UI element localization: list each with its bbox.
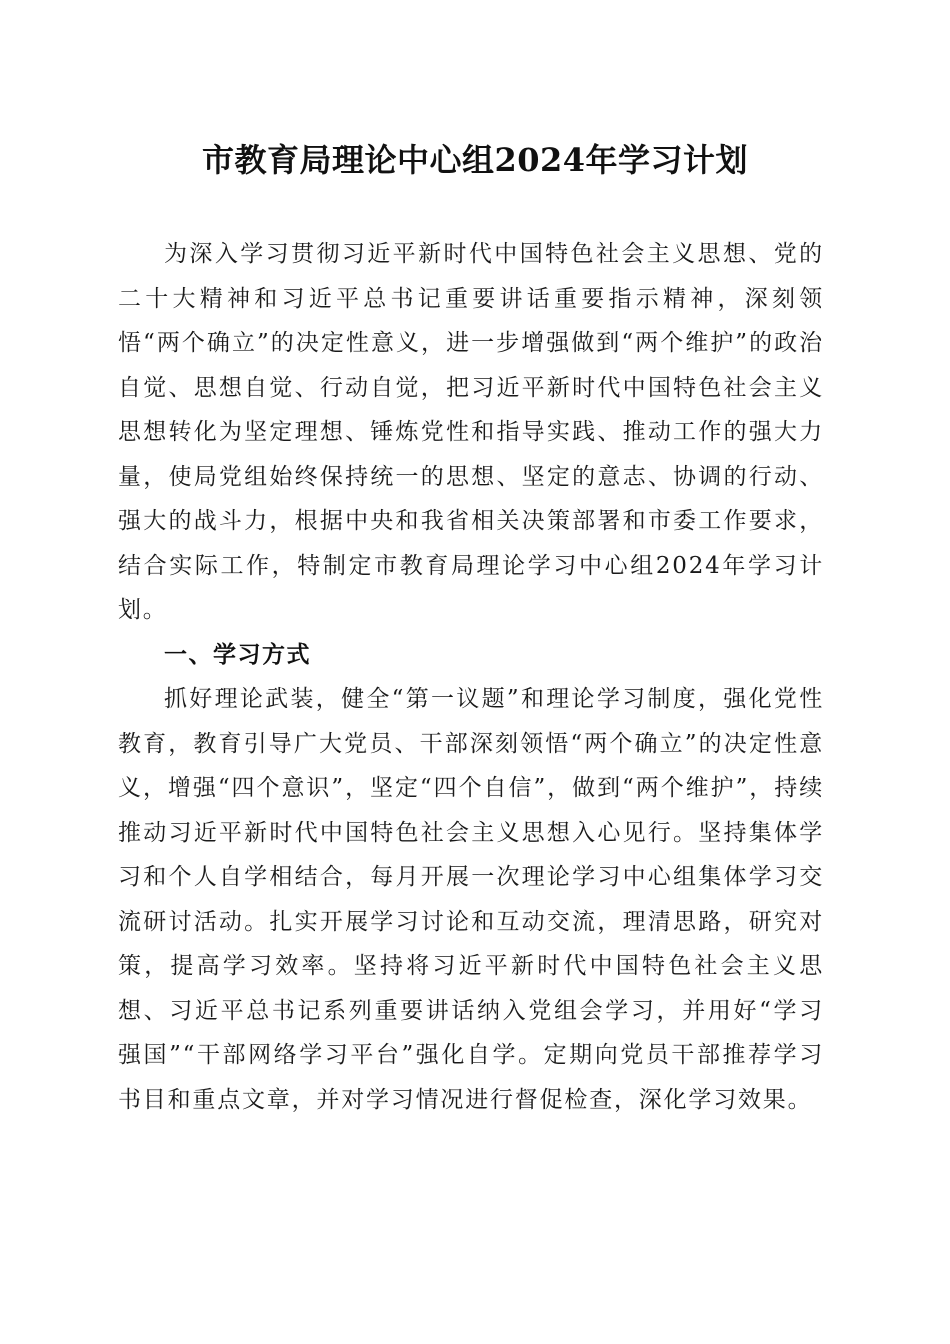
section-heading: 一、学习方式 — [164, 641, 311, 668]
document-title: 市教育局理论中心组2024年学习计划 — [201, 141, 749, 179]
document-body — [118, 232, 824, 1122]
section-paragraph: 抓好理论武装，健全“第一议题”和理论学习制度，强化党性教育，教育引导广大党员、干部深刻领悟“两个确立”的决定性意义，增强“四个意识”，坚定“四个自信”，做到“两个维护”，持续推动习近平新时代中国特色社会主义思想入心见行。坚持集体学习和个人自学相结合，每月开展一次理论学习中心组集体学习交流研讨活动。扎实开展学习讨论和互动交流，理清思路，研究对策，提高学习效率。坚持将习近平新时代中国特色社会主义思想、习近平总书记系列重要讲话纳入党组会学习，并用好“学习强国”“干部网络学习平台”强化自学。定期向党员干部推荐学习书目和重点文章，并对学习情况进行督促检查，深化学习效果。 — [118, 686, 824, 1113]
intro-paragraph: 为深入学习贯彻习近平新时代中国特色社会主义思想、党的二十大精神和习近平总书记重要讲话重要指示精神，深刻领悟“两个确立”的决定性意义，进一步增强做到“两个维护”的政治自觉、思想自觉、行动自觉，把习近平新时代中国特色社会主义思想转化为坚定理想、锤炼党性和指导实践、推动工作的强大力量，使局党组始终保持统一的思想、坚定的意志、协调的行动、强大的战斗力，根据中央和我省相关决策部署和市委工作要求，结合实际工作，特制定市教育局理论学习中心组2024年学习计划。 — [118, 241, 824, 623]
